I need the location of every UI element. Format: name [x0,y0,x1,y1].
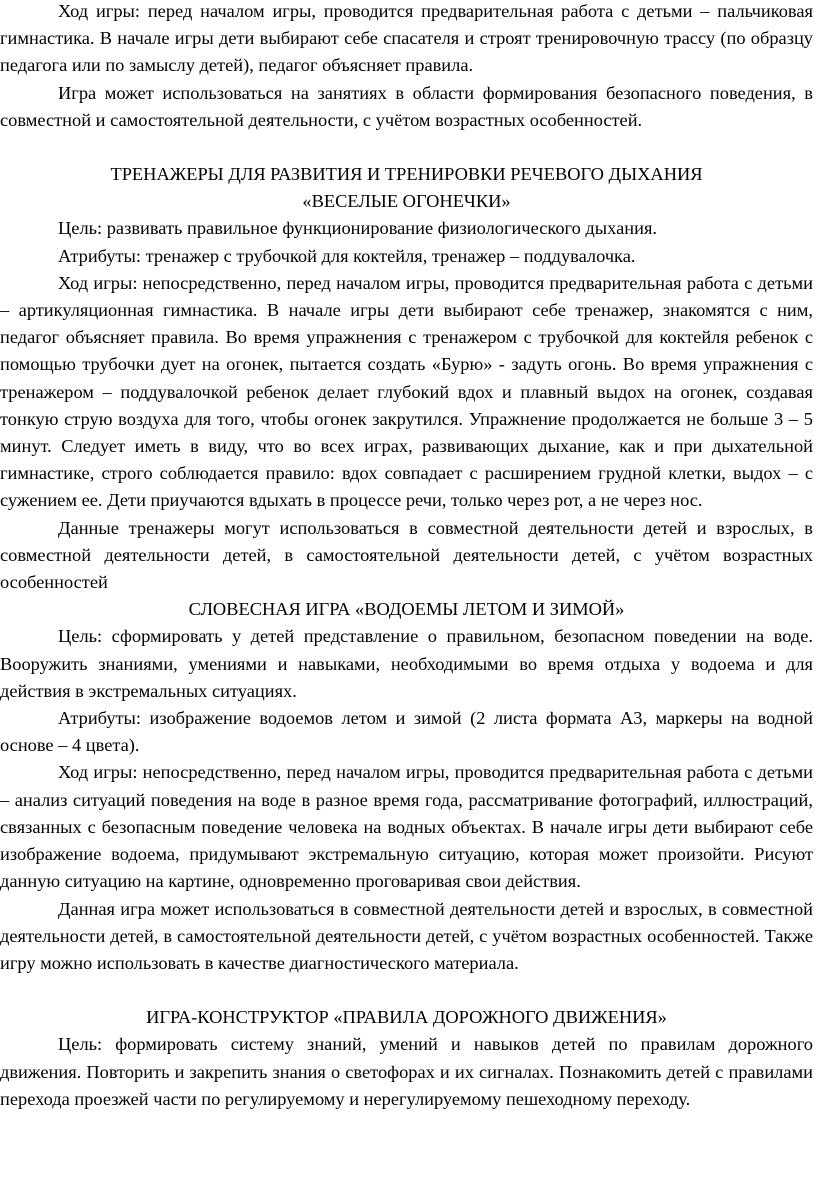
intro-procedure-paragraph: Ход игры: перед началом игры, проводится предварительная работа с детьми – пальчиковая гимнастика. В начале игры дети выбирают себе спасателя и строят тренировочную трассу (по образцу педагога или по замыслу детей), педагог объясняет правила. [0,1,813,76]
breathing-section-title-line2: «ВЕСЕЛЫЕ ОГОНЕЧКИ» [302,191,511,212]
breathing-goal-paragraph: Цель: развивать правильное функционирование физиологического дыхания. [58,218,658,239]
section-spacer [0,134,813,161]
water-attributes-paragraph: Атрибуты: изображение водоемов летом и зимой (2 листа формата А3, маркеры на водной основе – 4 цвета). [0,708,813,756]
breathing-usage-paragraph: Данные тренажеры могут использоваться в совместной деятельности детей и взрослых, в совместной деятельности детей, в самостоятельной деятельности детей, с учётом возрастных особенностей [0,517,813,593]
traffic-goal-paragraph: Цель: формировать систему знаний, умений и навыков детей по правилам дорожного движения. Повторить и закрепить знания о светофорах и их сигналах. Познакомить детей с правилами перехода проезжей части по регулируемому и нерегулируемому пешеходному переходу. [0,1034,813,1109]
water-section-title: СЛОВЕСНАЯ ИГРА «ВОДОЕМЫ ЛЕТОМ И ЗИМОЙ» [188,599,625,620]
breathing-attributes-paragraph: Атрибуты: тренажер с трубочкой для коктейля, тренажер – поддувалочка. [58,245,636,266]
water-goal-paragraph: Цель: сформировать у детей представление о правильном, безопасном поведении на воде. Вооружить знаниями, умениями и навыками, необходимыми во время отдыха у водоема и для действия в экстремальных ситуациях. [0,626,813,701]
water-procedure-paragraph: Ход игры: непосредственно, перед началом игры, проводится предварительная работа с детьми – анализ ситуаций поведения на воде в разное время года, рассматривание фотографий, иллюстраций, связанных с безопасным поведение человека на водных объектах. В начале игры дети выбирают себе изображение водоема, придумывают экстремальную ситуацию, которая может произойти. Рисуют данную ситуацию на картине, одновременно проговаривая свои действия. [0,762,813,892]
intro-usage-paragraph: Игра может использоваться на занятиях в области формирования безопасного поведения, в совместной и самостоятельной деятельности, с учётом возрастных особенностей. [0,82,813,130]
breathing-procedure-paragraph: Ход игры: непосредственно, перед началом игры, проводится предварительная работа с детьми – артикуляционная гимнастика. В начале игры дети выбирают себе тренажер, знакомятся с ним, педагог объясняет правила. Во время упражнения с тренажером с трубочкой для коктейля ребенок с помощью трубочки дует на огонек, пытается создать «Бурю» - задуть огонь. Во время упражнения с тренажером – поддувалочкой ребенок делает глубокий вдох и плавный выдох на огонек, создавая тонкую струю воздуха для того, чтобы огонек закрутился. Упражнение продолжается не больше 3 – 5 минут. Следует иметь в виду, что во всех играх, развивающих дыхание, как и при дыхательной гимнастике, строго соблюдается правило: вдох совпадает с расширением грудной клетки, выдох – с сужением ее. Дети приучаются вдыхать в процессе речи, только через рот, а не через нос. [0,272,813,511]
traffic-section-title: ИГРА-КОНСТРУКТОР «ПРАВИЛА ДОРОЖНОГО ДВИЖЕНИЯ» [146,1007,667,1028]
breathing-section-title-line1: ТРЕНАЖЕРЫ ДЛЯ РАЗВИТИЯ И ТРЕНИРОВКИ РЕЧЕВОГО ДЫХАНИЯ [110,164,703,185]
section-spacer [0,977,813,1004]
water-usage-paragraph: Данная игра может использоваться в совместной деятельности детей и взрослых, в совместной деятельности детей, в самостоятельной деятельности детей, с учётом возрастных особенностей. Также игру можно использовать в качестве диагностического материала. [0,898,813,973]
